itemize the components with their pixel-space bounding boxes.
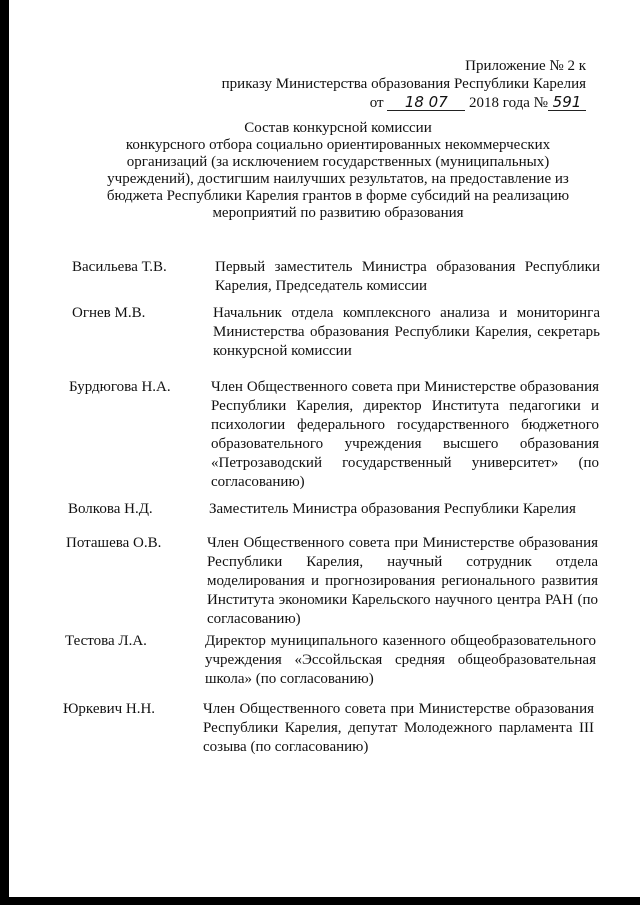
member-role: Первый заместитель Министра образования Республики Карелия, Председатель комиссии [215,259,600,294]
order-number-blank [548,95,586,111]
document-heading [100,120,576,222]
member-name: Огнев М.В. [72,305,146,321]
member-name: Юркевич Н.Н. [63,701,156,717]
heading-line: бюджета Республики Карелия грантов в форме субсидий на реализацию [106,188,570,204]
date-prefix: от [369,95,384,111]
member-role: Член Общественного совета при Министерстве образования Республики Карелия, научный сотрудник отдела моделирования и прогнозирования регионального развития Института экономики Карельского научного центра РАН (по согласованию) [207,535,598,627]
member-role: Начальник отдела комплексного анализа и мониторинга Министерства образования Республики Карелия, секретарь конкурсной комиссии [213,305,600,359]
member-role: Директор муниципального казенного общеобразовательного учреждения «Эссойльская средняя общеобразовательная школа» (по согласованию) [205,633,596,687]
order-number-handwritten: 591 [552,93,582,111]
appendix-line-1: Приложение № 2 к [465,58,586,74]
heading-line: конкурсного отбора социально ориентированных некоммерческих [125,137,551,153]
appendix-date-line [370,95,586,112]
date-blank [387,95,465,111]
member-role: Заместитель Министра образования Республики Карелия [209,501,576,517]
heading-title: Состав конкурсной комиссии [244,120,432,136]
member-name: Волкова Н.Д. [68,501,153,517]
member-role: Член Общественного совета при Министерстве образования Республики Карелия, директор Института педагогики и психологии федерального государственного бюджетного образовательного учреждения высшего образования «Петрозаводский государственный университет» (по согласованию) [211,379,599,490]
member-name: Васильева Т.В. [72,259,167,275]
scan-edge-bottom [0,897,640,905]
heading-line: мероприятий по развитию образования [212,205,464,221]
heading-line: учреждений), достигшим наилучших результатов, на предоставление из [107,171,569,187]
date-handwritten: 18 07 [404,93,448,111]
scan-edge-left [0,0,9,905]
heading-line: организаций (за исключением государственных (муниципальных) [126,154,550,170]
appendix-line-2: приказу Министерства образования Республики Карелия [221,76,586,92]
date-mid: 2018 года № [469,95,548,111]
member-name: Бурдюгова Н.А. [69,379,171,395]
member-name: Поташева О.В. [66,535,162,551]
member-role: Член Общественного совета при Министерстве образования Республики Карелия, депутат Молодежного парламента III созыва (по согласованию) [203,701,594,755]
member-name: Тестова Л.А. [65,633,147,649]
